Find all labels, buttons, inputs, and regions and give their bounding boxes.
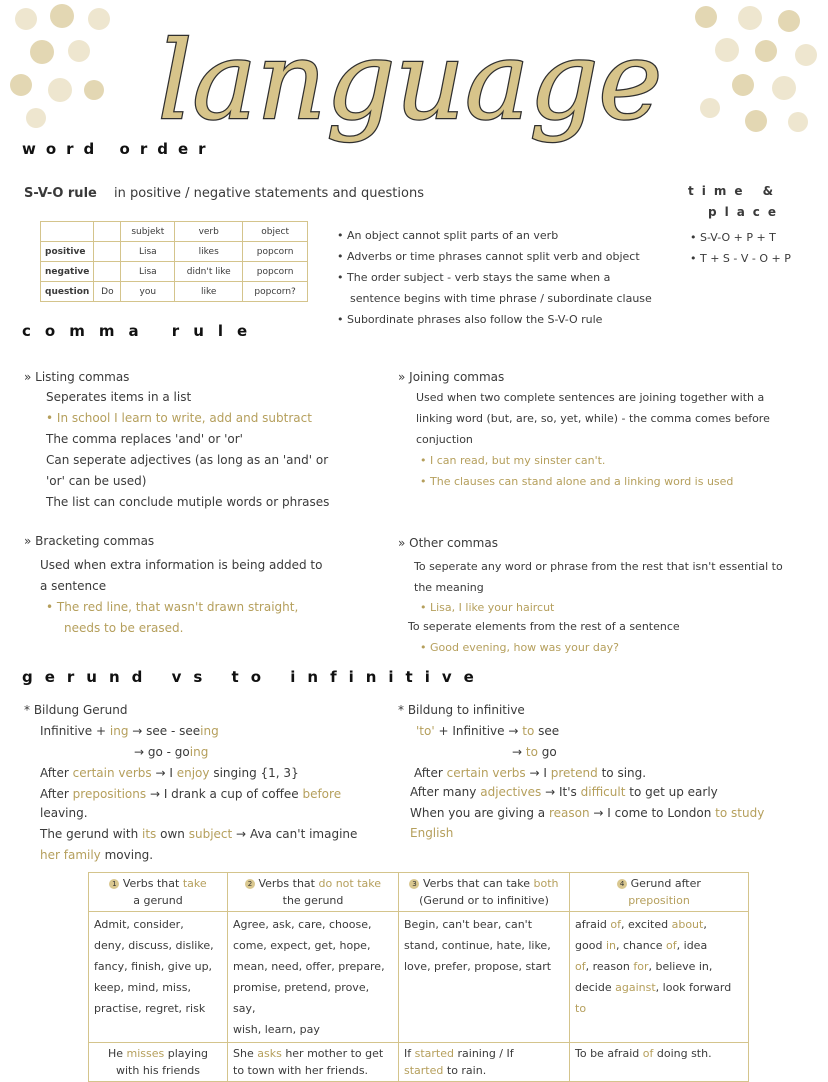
bullet-item: • Adverbs or time phrases cannot split verb and object (337, 250, 640, 263)
infinitive-line: → to go (512, 745, 557, 759)
gerund-line: The gerund with its own subject → Ava can't imagine (40, 827, 358, 841)
other-line: the meaning (414, 581, 484, 594)
svo-row-label: positive (41, 242, 94, 262)
gerund-line: leaving. (40, 806, 88, 820)
svo-cell (94, 262, 121, 282)
verb-table-header: 1 Verbs that take a gerund (89, 873, 228, 912)
svo-cell: like (175, 282, 243, 302)
svo-header: object (243, 222, 308, 242)
joining-commas-title: » Joining commas (398, 370, 505, 384)
gerund-line: Infinitive + ing → see - seeing (40, 724, 219, 738)
gerund-line: After certain verbs → I enjoy singing {1, 3} (40, 766, 299, 780)
infinitive-line: When you are giving a reason → I come to London to study (410, 806, 765, 820)
svo-cell: popcorn (243, 262, 308, 282)
example-cell: She asks her mother to get to town with her friends. (228, 1043, 399, 1082)
bracketing-example: • The red line, that wasn't drawn straight, (46, 600, 299, 614)
joining-example: • The clauses can stand alone and a linking word is used (420, 475, 734, 488)
title-banner (105, 10, 715, 160)
other-line: To seperate any word or phrase from the rest that isn't essential to (414, 560, 783, 573)
section-comma-rule: comma rule (22, 322, 262, 340)
svo-header: verb (175, 222, 243, 242)
verb-table-header: 2 Verbs that do not take the gerund (228, 873, 399, 912)
time-place-title: place (708, 205, 785, 219)
other-line: To seperate elements from the rest of a sentence (408, 620, 680, 633)
bullet-item: sentence begins with time phrase / subordinate clause (350, 292, 652, 305)
verb-list-cell: Admit, consider, deny, discuss, dislike, fancy, finish, give up, keep, mind, miss, practise, regret, risk (89, 912, 228, 1043)
listing-line: Can seperate adjectives (as long as an 'and' or (46, 453, 329, 467)
listing-line: The list can conclude mutiple words or phrases (46, 495, 330, 509)
section-gerund: gerund vs to infinitive (22, 668, 486, 686)
svo-cell: didn't like (175, 262, 243, 282)
verb-table (88, 872, 749, 1082)
bullet-item: • An object cannot split parts of an verb (337, 229, 559, 242)
page-title: language (157, 19, 663, 144)
svo-cell: likes (175, 242, 243, 262)
infinitive-line: English (410, 826, 454, 840)
svo-cell (94, 242, 121, 262)
svo-cell: popcorn? (243, 282, 308, 302)
time-place-title: time & (688, 184, 782, 198)
gerund-line: her family moving. (40, 848, 154, 862)
svo-table (40, 221, 308, 302)
infinitive-line: After many adjectives → It's difficult to get up early (410, 785, 718, 799)
section-word-order: word order (22, 140, 216, 158)
other-example: • Lisa, I like your haircut (420, 601, 555, 614)
gerund-line: After prepositions → I drank a cup of coffee before (40, 787, 342, 801)
svo-header: subjekt (121, 222, 175, 242)
infinitive-line: 'to' + Infinitive → to see (416, 724, 560, 738)
gerund-title: * Bildung Gerund (24, 703, 128, 717)
verb-list-cell: Agree, ask, care, choose, come, expect, get, hope, mean, need, offer, prepare, promise, pretend, prove, say, wish, learn, pay (228, 912, 399, 1043)
svo-cell: Lisa (121, 262, 175, 282)
example-cell: He misses playing with his friends (89, 1043, 228, 1082)
example-cell: If started raining / If started to rain. (399, 1043, 570, 1082)
bracketing-line: Used when extra information is being added to (40, 558, 323, 572)
infinitive-title: * Bildung to infinitive (398, 703, 525, 717)
other-commas-title: » Other commas (398, 536, 498, 550)
listing-commas-title: » Listing commas (24, 370, 130, 384)
gerund-line: → go - going (134, 745, 209, 759)
bracketing-example: needs to be erased. (64, 621, 184, 635)
joining-line: conjuction (416, 433, 473, 446)
listing-line: The comma replaces 'and' or 'or' (46, 432, 243, 446)
verb-list-cell: Begin, can't bear, can't stand, continue, hate, like, love, prefer, propose, start (399, 912, 570, 1043)
svo-description: in positive / negative statements and questions (114, 186, 424, 201)
joining-line: linking word (but, are, so, yet, while) - the comma comes before (416, 412, 770, 425)
infinitive-line: After certain verbs → I pretend to sing. (414, 766, 647, 780)
verb-table-header: 4 Gerund after preposition (570, 873, 749, 912)
svo-cell: popcorn (243, 242, 308, 262)
svo-label: S-V-O rule (24, 186, 97, 201)
bullet-item: • The order subject - verb stays the same when a (337, 271, 611, 284)
svo-cell: you (121, 282, 175, 302)
bracketing-commas-title: » Bracketing commas (24, 534, 155, 548)
svo-row-label: negative (41, 262, 94, 282)
svo-cell: Lisa (121, 242, 175, 262)
listing-example: • In school I learn to write, add and subtract (46, 411, 312, 425)
svo-row-label: question (41, 282, 94, 302)
other-example: • Good evening, how was your day? (420, 641, 619, 654)
listing-line: 'or' can be used) (46, 474, 147, 488)
bullet-item: • Subordinate phrases also follow the S-V-O rule (337, 313, 603, 326)
verb-table-header: 3 Verbs that can take both (Gerund or to infinitive) (399, 873, 570, 912)
bracketing-line: a sentence (40, 579, 107, 593)
time-place-item: • S-V-O + P + T (690, 231, 776, 244)
svo-cell: Do (94, 282, 121, 302)
joining-line: Used when two complete sentences are joining together with a (416, 391, 765, 404)
listing-line: Seperates items in a list (46, 390, 192, 404)
verb-list-cell: afraid of, excited about, good in, chance of, idea of, reason for, believe in, decide against, look forward to (570, 912, 749, 1043)
example-cell: To be afraid of doing sth. (570, 1043, 749, 1082)
time-place-item: • T + S - V - O + P (690, 252, 791, 265)
joining-example: • I can read, but my sinster can't. (420, 454, 606, 467)
